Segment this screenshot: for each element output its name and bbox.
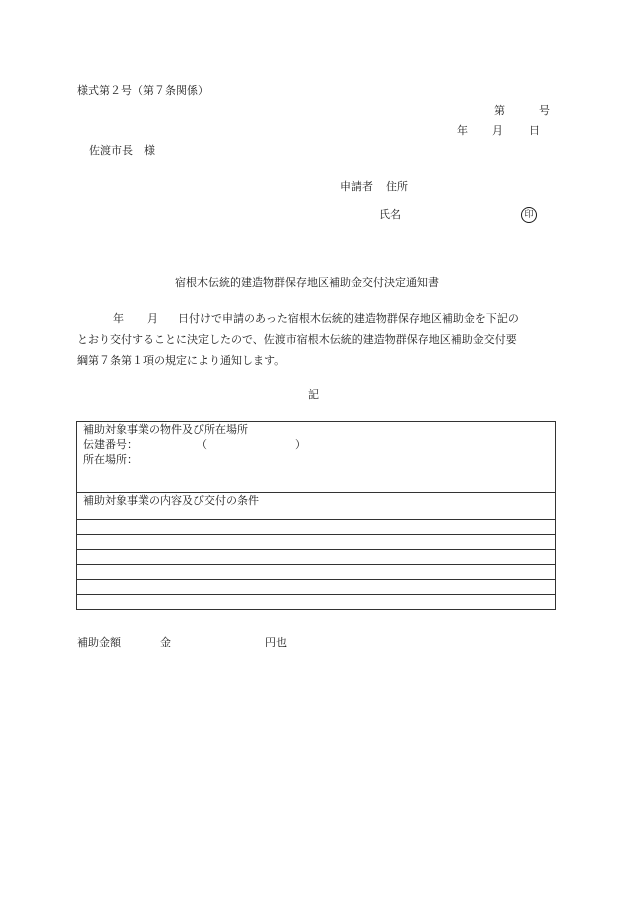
content-blank-row <box>77 520 556 535</box>
date-month: 月 <box>492 124 503 137</box>
body-line1: 日付けで申請のあった宿根木伝統的建造物群保存地区補助金を下記の <box>178 312 519 325</box>
body-line2: とおり交付することに決定したので、佐渡市宿根木伝統的建造物群保存地区補助金交付要 <box>77 333 517 346</box>
building-number-label: 伝建番号： <box>83 438 138 451</box>
amount-label: 補助金額 <box>77 636 121 649</box>
doc-number-prefix: 第 <box>494 104 505 117</box>
doc-number-suffix: 号 <box>539 104 550 117</box>
location-label: 所在場所： <box>83 453 138 466</box>
applicant-label: 申請者 <box>340 180 373 193</box>
ki-heading: 記 <box>308 388 319 401</box>
date-year: 年 <box>457 124 468 137</box>
seal-mark: 印 <box>521 207 537 223</box>
content-blank-row <box>77 550 556 565</box>
paren-close: ） <box>295 438 306 451</box>
addressee: 佐渡市長 様 <box>89 144 155 157</box>
body-line3: 綱第７条第１項の規定により通知します。 <box>77 354 286 367</box>
date-day: 日 <box>529 124 540 137</box>
property-cell <box>77 422 556 493</box>
body-year: 年 <box>113 312 124 325</box>
content-blank-row <box>77 580 556 595</box>
content-heading: 補助対象事業の内容及び交付の条件 <box>83 494 259 507</box>
body-month: 月 <box>147 312 158 325</box>
details-table <box>76 421 556 610</box>
amount-suffix: 円也 <box>265 636 287 649</box>
body-text <box>77 308 555 371</box>
amount-prefix: 金 <box>160 636 171 649</box>
content-blank-row <box>77 565 556 580</box>
property-heading: 補助対象事業の物件及び所在場所 <box>83 423 248 436</box>
content-blank-row <box>77 595 556 610</box>
form-label: 様式第２号（第７条関係） <box>77 84 209 97</box>
document-title: 宿根木伝統的建造物群保存地区補助金交付決定通知書 <box>175 276 439 289</box>
paren-open: （ <box>196 438 207 451</box>
content-blank-row <box>77 535 556 550</box>
content-heading-cell <box>77 493 556 520</box>
applicant-name-label: 氏名 <box>379 208 401 221</box>
applicant-address-label: 住所 <box>386 180 408 193</box>
